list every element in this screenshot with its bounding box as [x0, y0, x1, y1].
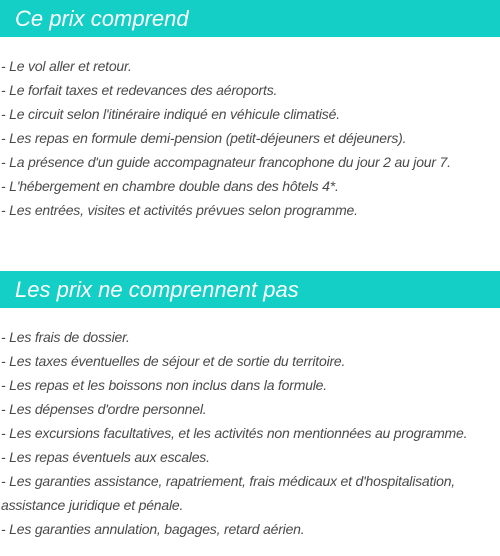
list-item: - Les excursions facultatives, et les activités non mentionnées au programme.: [1, 425, 468, 441]
list-item: - Les repas en formule demi-pension (petit-déjeuners et déjeuners).: [1, 130, 407, 146]
list-item: - Les entrées, visites et activités prévues selon programme.: [1, 202, 358, 218]
list-item: - Les repas et les boissons non inclus dans la formule.: [1, 377, 327, 393]
includes-list: [1, 54, 499, 222]
list-item: - Les garanties annulation, bagages, retard aérien.: [1, 521, 305, 537]
list-item: - Les frais de dossier.: [1, 329, 130, 345]
excludes-section-title: Les prix ne comprennent pas: [0, 271, 500, 308]
list-item: - Le vol aller et retour.: [1, 58, 132, 74]
list-item: - L'hébergement en chambre double dans des hôtels 4*.: [1, 178, 339, 194]
list-item: - Le forfait taxes et redevances des aéroports.: [1, 82, 278, 98]
excludes-list: [1, 325, 499, 541]
includes-section-title: Ce prix comprend: [0, 0, 500, 37]
list-item: - La présence d'un guide accompagnateur francophone du jour 2 au jour 7.: [1, 154, 451, 170]
list-item: - Les taxes éventuelles de séjour et de sortie du territoire.: [1, 353, 346, 369]
list-item: - Le circuit selon l'itinéraire indiqué en véhicule climatisé.: [1, 106, 340, 122]
list-item: - Les dépenses d'ordre personnel.: [1, 401, 207, 417]
list-item: - Les repas éventuels aux escales.: [1, 449, 210, 465]
list-item: - Les garanties assistance, rapatriement, frais médicaux et d'hospitalisation, assistance juridique et pénale.: [1, 473, 455, 513]
